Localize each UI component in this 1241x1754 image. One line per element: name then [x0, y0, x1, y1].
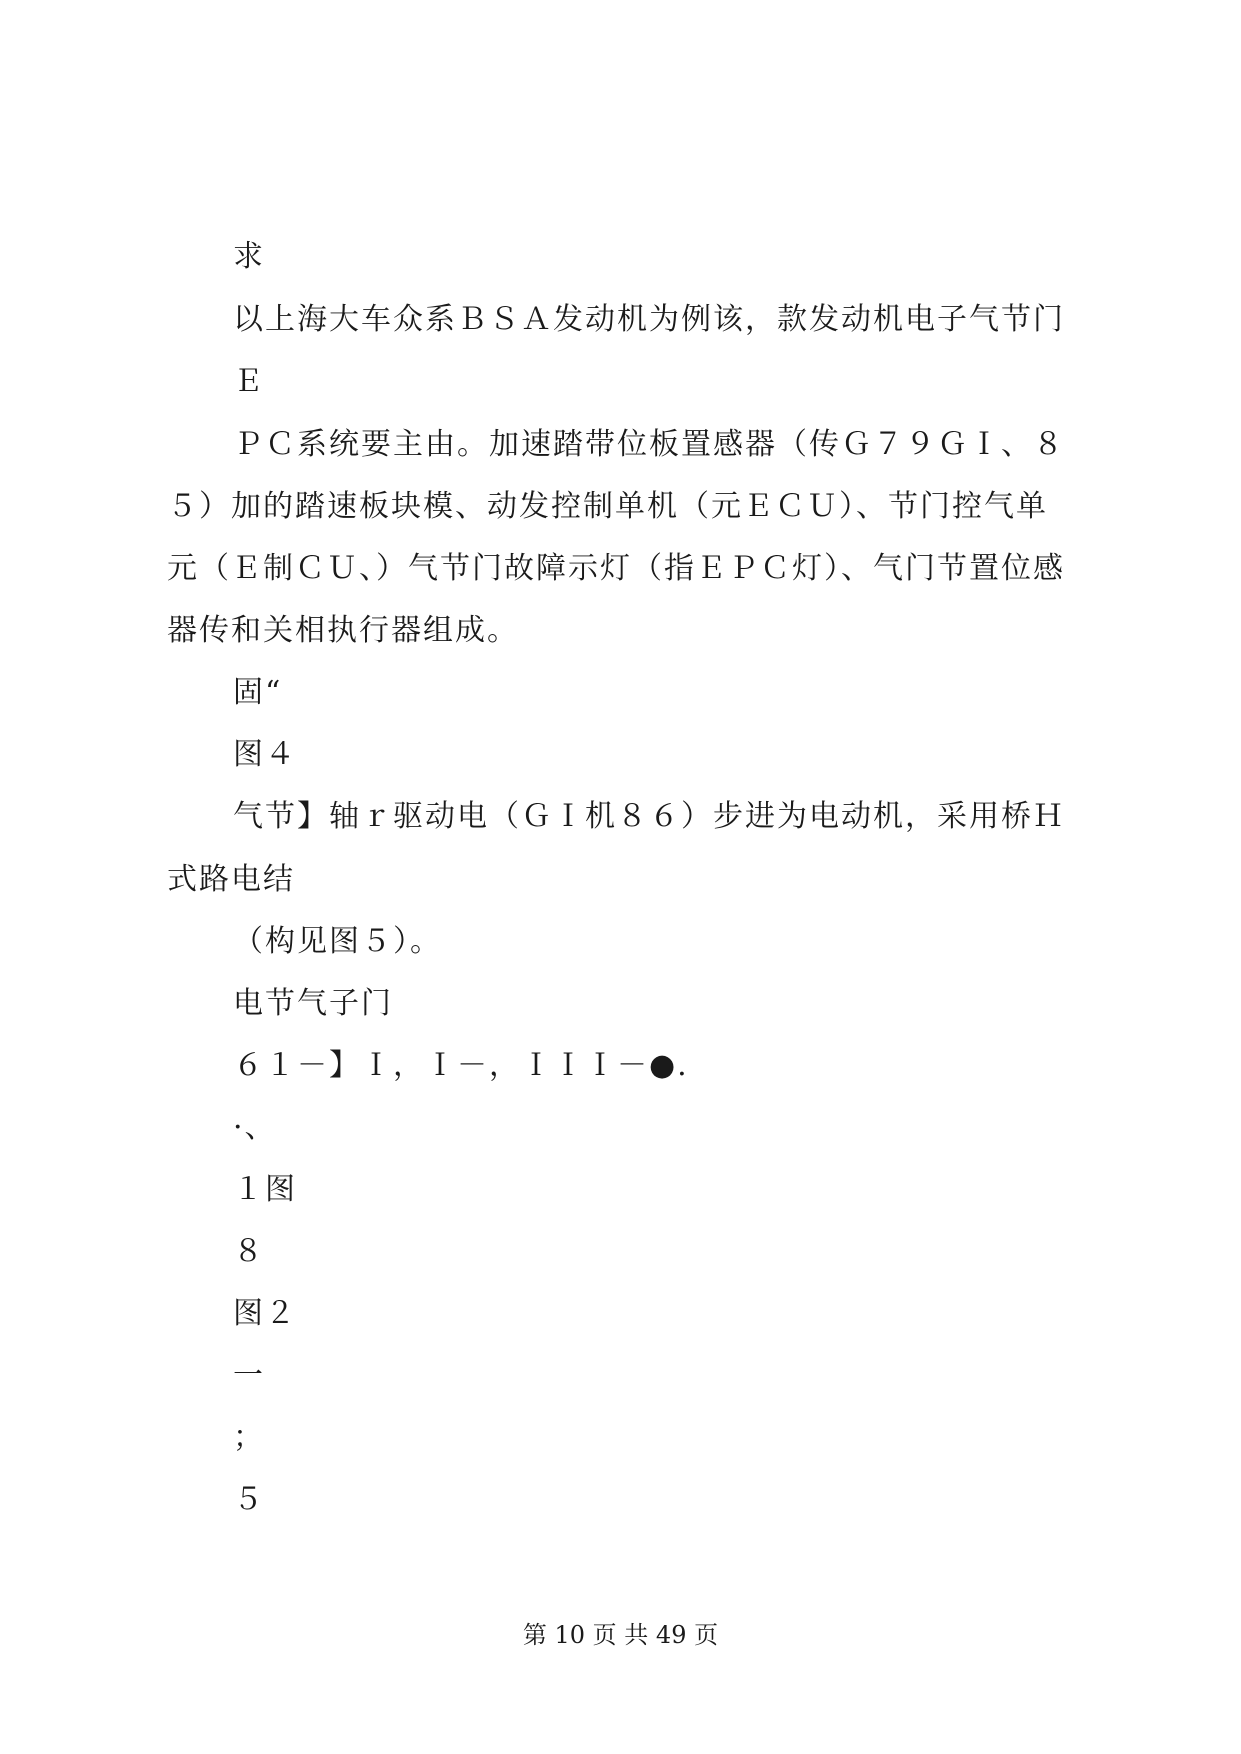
text-line: 电节气子门 — [233, 986, 393, 1021]
text-line: 固“ — [233, 675, 283, 710]
text-line: 图４ — [233, 737, 297, 772]
text-line: ５ — [233, 1482, 265, 1517]
page-number-footer: 第 10 页 共 49 页 — [522, 1621, 719, 1649]
text-line: 气节】轴ｒ驱动电（ＧＩ机８６）步进为电动机，采用桥Ｈ — [233, 799, 1065, 834]
text-line: 求 — [233, 239, 265, 274]
text-line: 一 — [233, 1358, 265, 1393]
text-line: ５）加的踏速板块模、动发控制单机（元ＥＣＵ）、节门控气单 — [167, 489, 1048, 524]
text-line: ６１－】Ｉ，Ｉ－，ＩＩＩ－●. — [233, 1048, 689, 1083]
text-line: 器传和关相执行器组成。 — [167, 613, 519, 648]
text-line: ＰＣ系统要主由。加速踏带位板置感器（传Ｇ７９ＧＩ、８ — [233, 427, 1065, 462]
text-line: 以上海大车众系ＢＳＡ发动机为例该，款发动机电子气节门 — [233, 302, 1065, 337]
text-line: 图２ — [233, 1296, 297, 1331]
text-line: （构见图５）。 — [233, 924, 442, 959]
text-line: ８ — [233, 1234, 265, 1269]
text-line: １图 — [233, 1172, 297, 1207]
text-line: Ｅ — [233, 364, 265, 399]
text-line: 元（Ｅ制ＣＵ、）气节门故障示灯（指ＥＰＣ灯）、气门节置位感 — [167, 551, 1065, 586]
text-line: ； — [233, 1420, 265, 1455]
text-line: 式路电结 — [167, 862, 295, 897]
text-line: ·、 — [233, 1110, 277, 1145]
